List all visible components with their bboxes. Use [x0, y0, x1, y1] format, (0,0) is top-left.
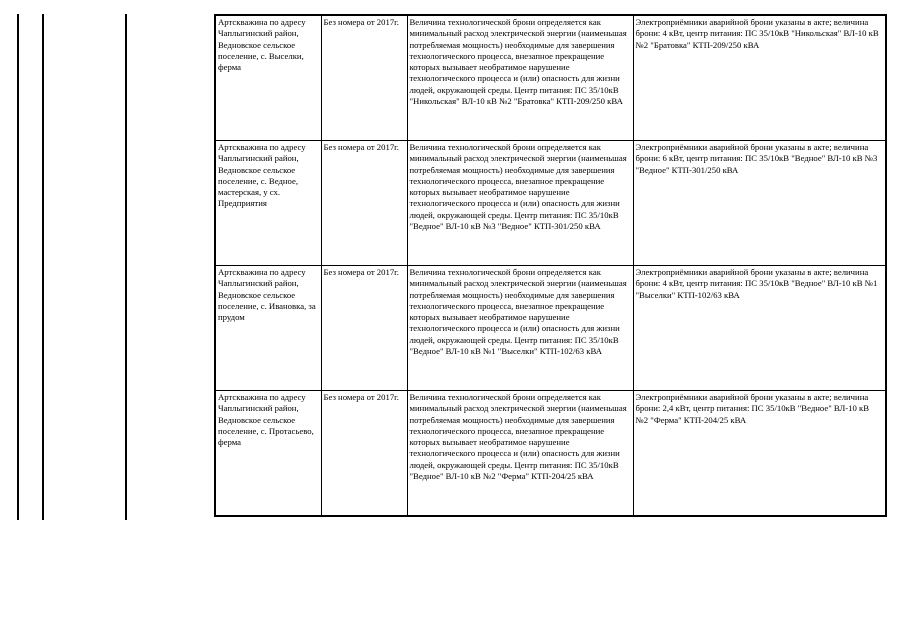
object-address-cell: Артскважина по адресу Чаплыгинский район, Ведновское сельское поселение, с. Протасьево, ферма	[215, 391, 321, 517]
table-row	[215, 141, 886, 266]
description-cell: Величина технологической брони определяется как минимальный расход электрической энергии (наименьшая потребляемая мощность) необходимые для завершения технологического процесса, внезапное прекращение которых вызывает необратимое нарушение технологического процесса и (или) опасность для жизни людей, окружающей среды. Центр питания: ПС 35/10кВ "Ведное" ВЛ-10 кВ №3 "Ведное" КТП-301/250 кВА	[407, 141, 633, 266]
object-address-cell: Артскважина по адресу Чаплыгинский район, Ведновское сельское поселение, с. Выселки, ферма	[215, 15, 321, 141]
description-cell: Величина технологической брони определяется как минимальный расход электрической энергии (наименьшая потребляемая мощность) необходимые для завершения технологического процесса, внезапное прекращение которых вызывает необратимое нарушение технологического процесса и (или) опасность для жизни людей, окружающей среды. Центр питания: ПС 35/10кВ "Никольская" ВЛ-10 кВ №2 "Братовка" КТП-209/250 кВА	[407, 15, 633, 141]
document-date-cell: Без номера от 2017г.	[321, 391, 407, 517]
emergency-reserve-table	[214, 14, 887, 517]
description-cell: Величина технологической брони определяется как минимальный расход электрической энергии (наименьшая потребляемая мощность) необходимые для завершения технологического процесса, внезапное прекращение которых вызывает необратимое нарушение технологического процесса и (или) опасность для жизни людей, окружающей среды. Центр питания: ПС 35/10кВ "Ведное" ВЛ-10 кВ №2 "Ферма" КТП-204/25 кВА	[407, 391, 633, 517]
document-date-cell: Без номера от 2017г.	[321, 266, 407, 391]
object-address-cell: Артскважина по адресу Чаплыгинский район, Ведновское сельское поселение, с. Ивановка, за прудом	[215, 266, 321, 391]
document-date-cell: Без номера от 2017г.	[321, 141, 407, 266]
document-date-cell: Без номера от 2017г.	[321, 15, 407, 141]
table-row	[215, 266, 886, 391]
table-row	[215, 15, 886, 141]
table-row	[215, 391, 886, 517]
note-cell: Электроприёмники аварийной брони указаны в акте; величина брони: 4 кВт, центр питания: ПС 35/10кВ "Ведное" ВЛ-10 кВ №1 "Выселки" КТП-102/63 кВА	[633, 266, 886, 391]
note-cell: Электроприёмники аварийной брони указаны в акте; величина брони: 6 кВт, центр питания: ПС 35/10кВ "Ведное" ВЛ-10 кВ №3 "Ведное" КТП-301/250 кВА	[633, 141, 886, 266]
left-column-divider	[125, 14, 127, 520]
left-border-line	[17, 14, 19, 520]
note-cell: Электроприёмники аварийной брони указаны в акте; величина брони: 4 кВт, центр питания: ПС 35/10кВ "Никольская" ВЛ-10 кВ №2 "Братовка" КТП-209/250 кВА	[633, 15, 886, 141]
object-address-cell: Артскважина по адресу Чаплыгинский район, Ведновское сельское поселение, с. Ведное, мастерская, у сх. Предприятия	[215, 141, 321, 266]
note-cell: Электроприёмники аварийной брони указаны в акте; величина брони: 2,4 кВт, центр питания: ПС 35/10кВ "Ведное" ВЛ-10 кВ №2 "Ферма" КТП-204/25 кВА	[633, 391, 886, 517]
description-cell: Величина технологической брони определяется как минимальный расход электрической энергии (наименьшая потребляемая мощность) необходимые для завершения технологического процесса, внезапное прекращение которых вызывает необратимое нарушение технологического процесса и (или) опасность для жизни людей, окружающей среды. Центр питания: ПС 35/10кВ "Ведное" ВЛ-10 кВ №1 "Выселки" КТП-102/63 кВА	[407, 266, 633, 391]
left-column-divider	[42, 14, 44, 520]
